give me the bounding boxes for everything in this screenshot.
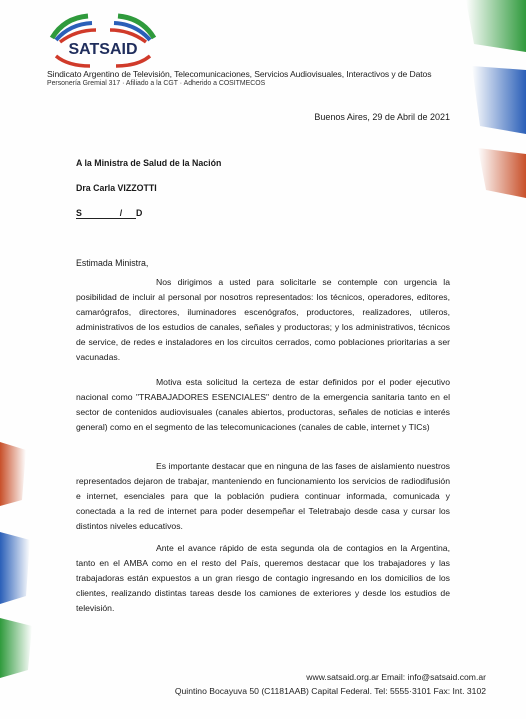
logo-text: SATSAID xyxy=(68,41,138,58)
sd-d: D xyxy=(136,208,143,218)
organization-affiliation: Personería Gremial 317 · Afiliado a la CGT · Adherido a COSITMECOS xyxy=(47,80,266,87)
paragraph-4: Ante el avance rápido de esta segunda ola de contagios en la Argentina, tanto en el AMBA como en el resto del País, queremos destacar que los trabajadores y las trabajadoras están expuestos a un gran riesgo de contagio ingresando en los domicilios de los clientes, realizando distintas tareas desde los camiones de exteriores y desde los estudios de televisión. xyxy=(76,543,450,613)
organization-name: Sindicato Argentino de Televisión, Telecomunicaciones, Servicios Audiovisuales, Interactivos y de Datos xyxy=(47,69,432,79)
footer-web-email: www.satsaid.org.ar Email: info@satsaid.com.ar xyxy=(306,672,486,682)
recipient-title: A la Ministra de Salud de la Nación xyxy=(76,158,222,168)
right-color-stripes xyxy=(466,0,526,200)
sd-slash: / xyxy=(106,208,136,219)
sd-s: S xyxy=(76,208,106,219)
left-color-stripes xyxy=(0,440,40,680)
paragraph-2: Motiva esta solicitud la certeza de estar definidos por el poder ejecutivo nacional como "TRABAJADORES ESENCIALES" dentro de la emergencia sanitaria tanto en el sector de contenidos audiovisuales (canales abiertos, productoras, señales de noticias e interés general) como en el segmento de las telecomunicaciones (canales de cable, internet y TICs) xyxy=(76,377,450,432)
footer-address: Quintino Bocayuva 50 (C1181AAB) Capital Federal. Tel: 5555·3101 Fax: Int. 3102 xyxy=(174,686,486,696)
paragraph-3: Es importante destacar que en ninguna de las fases de aislamiento nuestros representados dejaron de trabajar, manteniendo en funcionamiento los servicios de radiodifusión e internet, esenciales para que la población pudiera continuar informada, comunicada y conectada a la red de internet para poder desempeñar el Teletrabajo desde casa y cursar los distintos niveles educativos. xyxy=(76,461,450,531)
recipient-name: Dra Carla VIZZOTTI xyxy=(76,183,157,193)
paragraph-1: Nos dirigimos a usted para solicitarle se contemple con urgencia la posibilidad de incluir al personal por nosotros representados: los técnicos, operadores, editores, camarógrafos, directores, iluminadores escenógrafos, productores, realizadores, utileros, administrativos de los estudios de canales, señales y productoras; y los administrativos, técnicos de service, de redes e instaladores en los circuitos cerrados, como poblaciones prioritarias a ser vacunadas. xyxy=(76,277,450,362)
letter-date: Buenos Aires, 29 de Abril de 2021 xyxy=(314,112,450,122)
greeting: Estimada Ministra, xyxy=(76,258,149,268)
satsaid-logo xyxy=(44,12,162,68)
